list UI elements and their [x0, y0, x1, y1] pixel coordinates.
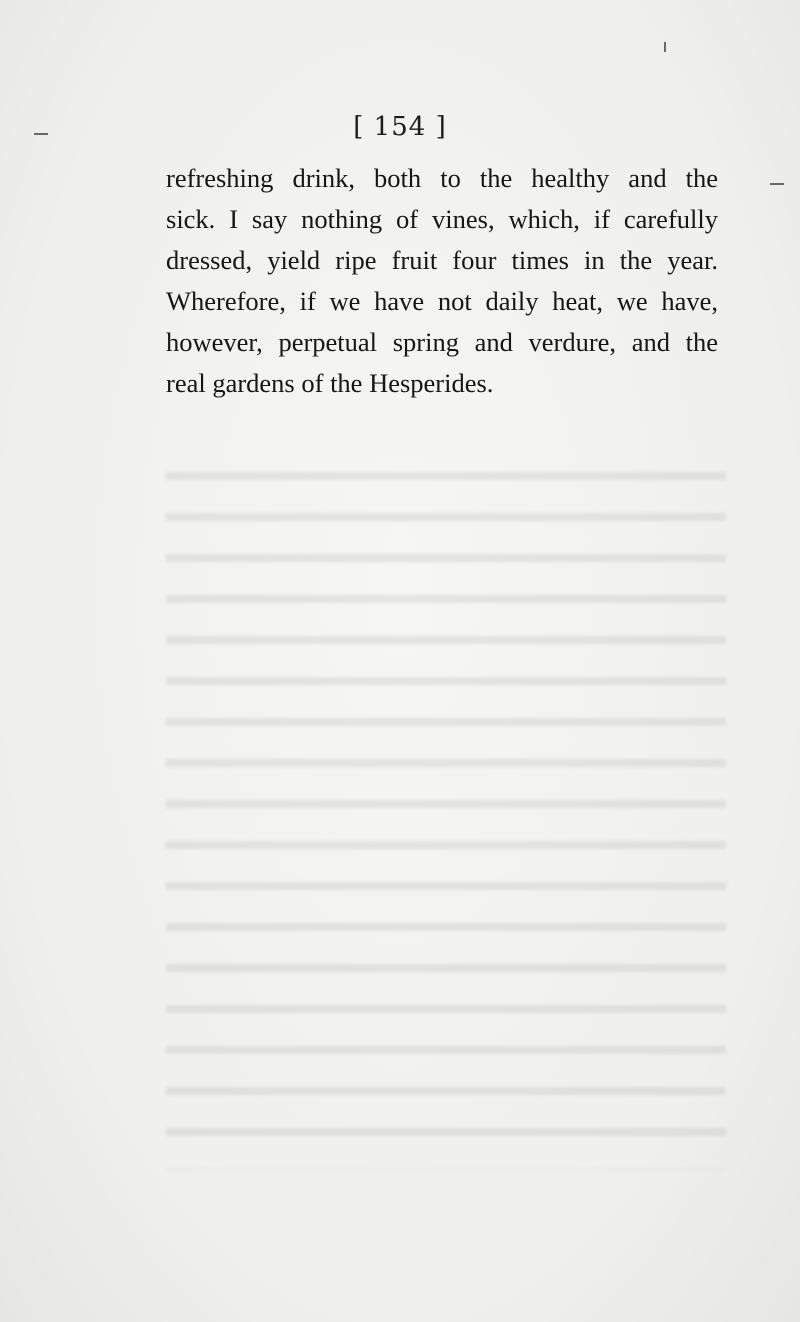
bleed-through-text	[166, 450, 726, 1170]
text-line: sick. I say nothing of vines, which, if carefully	[166, 204, 718, 234]
text-line: dressed, yield ripe fruit four times in the year.	[166, 245, 718, 275]
text-line: Wherefore, if we have not daily heat, we have,	[166, 286, 718, 316]
page-number: [ 154 ]	[353, 112, 447, 142]
text-line: real gardens of the Hesperides.	[166, 368, 494, 398]
text-line: however, perpetual spring and verdure, and the	[166, 327, 718, 357]
margin-tick-mark	[664, 42, 666, 52]
margin-dash-mark	[770, 183, 784, 185]
text-line: refreshing drink, both to the healthy and the	[166, 163, 718, 193]
body-text	[166, 158, 718, 404]
